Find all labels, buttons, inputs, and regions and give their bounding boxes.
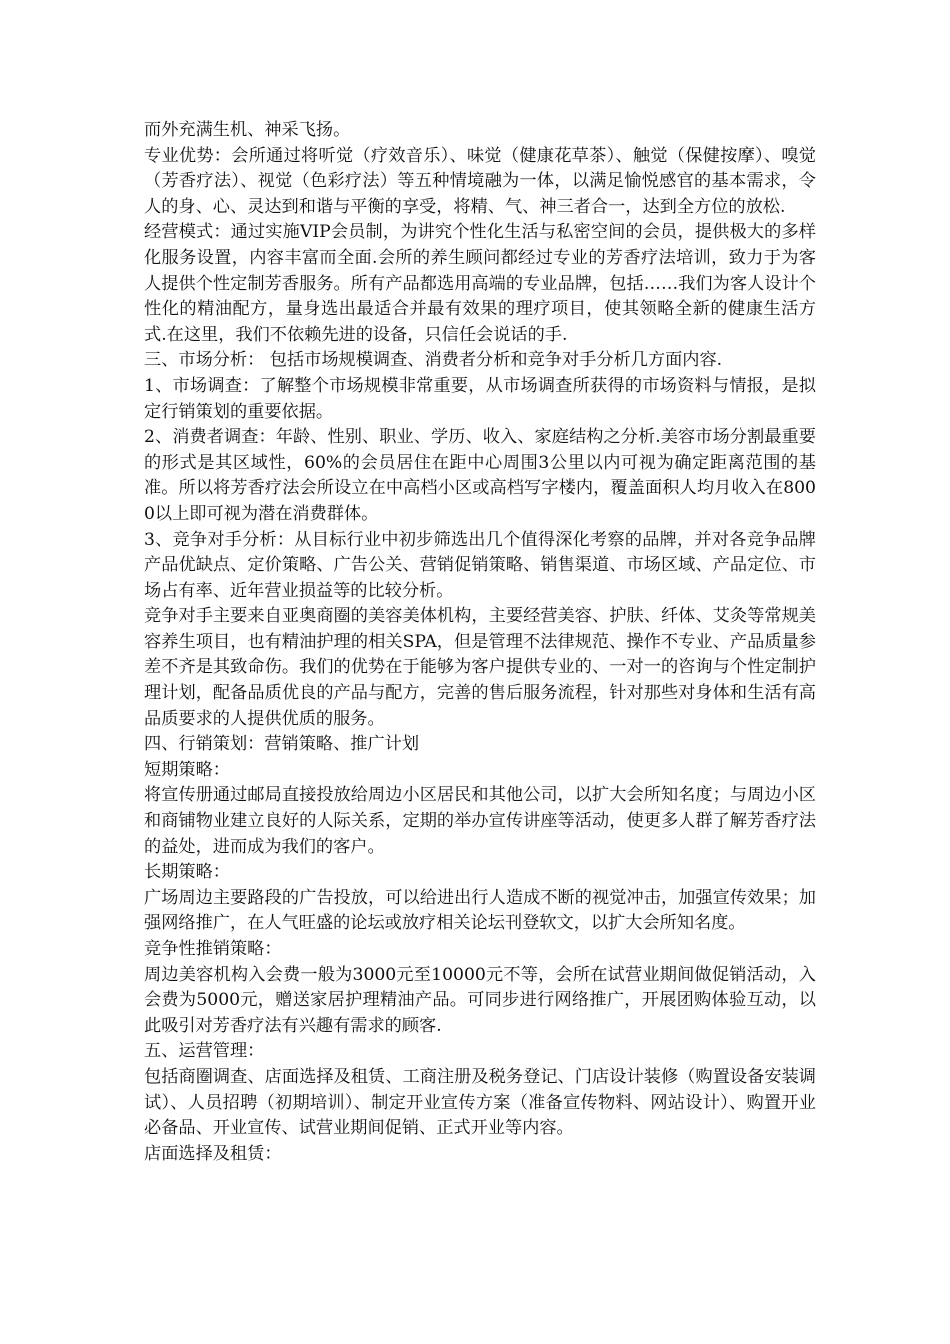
heading-store-selection: 店面选择及租赁： <box>144 1143 282 1164</box>
heading-short-term-strategy: 短期策略： <box>144 759 230 780</box>
paragraph-long-term-strategy: 广场周边主要路段的广告投放，可以给进出行人造成不断的视觉冲击，加强宣传效果；加强网络推广，在人气旺盛的论坛或放疗相关论坛刊登软文，以扩大会所知名度。 <box>144 887 816 934</box>
heading-long-term-strategy: 长期策略： <box>144 862 230 883</box>
paragraph-competitive-promotion: 周边美容机构入会费一般为3000元至10000元不等，会所在试营业期间做促销活动，入会费为5000元，赠送家居护理精油产品。可同步进行网络推广，开展团购体验互动，以此吸引对芳香疗法有兴趣有需求的顾客. <box>144 964 816 1036</box>
heading-operations: 五、运营管理： <box>144 1041 265 1062</box>
paragraph-consumer-survey: 2、消费者调查：年龄、性别、职业、学历、收入、家庭结构之分析.美容市场分割最重要的形式是其区域性，60%的会员居住在距中心周围3公里以内可视为确定距离范围的基准。所以将芳香疗法会所设立在中高档小区或高档写字楼内，覆盖面积人均月收入在8000以上即可视为潜在消费群体。 <box>144 427 816 524</box>
paragraph-operations: 包括商圈调查、店面选择及租赁、工商注册及税务登记、门店设计装修（购置设备安装调试）、人员招聘（初期培训）、制定开业宣传方案（准备宣传物料、网站设计）、购置开业必备品、开业宣传、试营业期间促销、正式开业等内容。 <box>144 1066 816 1139</box>
paragraph-competitor-analysis: 3、竞争对手分析：从目标行业中初步筛选出几个值得深化考察的品牌，并对各竞争品牌产品优缺点、定价策略、广告公关、营销促销策略、销售渠道、市场区域、产品定位、市场占有率、近年营业损益等的比较分析。 <box>144 529 816 601</box>
paragraph-continuation: 而外充满生机、神采飞扬。 <box>144 120 351 140</box>
heading-competitive-promotion: 竞争性推销策略： <box>144 939 282 959</box>
document-body <box>144 118 816 1167</box>
paragraph-market-survey: 1、市场调查：了解整个市场规模非常重要，从市场调查所获得的市场资料与情报，是拟定行销策划的重要依据。 <box>144 375 816 422</box>
paragraph-professional-advantage: 专业优势：会所通过将听觉（疗效音乐）、味觉（健康花草茶）、触觉（保健按摩）、嗅觉（芳香疗法）、视觉（色彩疗法）等五种情境融为一体，以满足愉悦感官的基本需求，令人的身、心、灵达到和谐与平衡的享受，将精、气、神三者合一，达到全方位的放松. <box>144 145 816 217</box>
heading-market-analysis: 三、市场分析： 包括市场规模调查、消费者分析和竞争对手分析几方面内容. <box>144 350 723 371</box>
paragraph-business-model: 经营模式：通过实施VIP会员制，为讲究个性化生活与私密空间的会员，提供极大的多样化服务设置，内容丰富而全面.会所的养生顾问都经过专业的芳香疗法培训，致力于为客人提供个性定制芳香服务。所有产品都选用高端的专业品牌，包括……我们为客人设计个性化的精油配方，量身选出最适合并最有效果的理疗项目，使其领略全新的健康生活方式.在这里，我们不依赖先进的设备，只信任会说话的手. <box>144 222 816 345</box>
paragraph-short-term-strategy: 将宣传册通过邮局直接投放给周边小区居民和其他公司，以扩大会所知名度；与周边小区和商铺物业建立良好的人际关系，定期的举办宣传讲座等活动，使更多人群了解芳香疗法的益处，进而成为我们的客户。 <box>144 785 816 857</box>
paragraph-competitors: 竞争对手主要来自亚奥商圈的美容美体机构，主要经营美容、护肤、纤体、艾灸等常规美容养生项目，也有精油护理的相关SPA，但是管理不法律规范、操作不专业、产品质量参差不齐是其致命伤。我们的优势在于能够为客户提供专业的、一对一的咨询与个性定制护理计划，配备品质优良的产品与配方，完善的售后服务流程，针对那些对身体和生活有高品质要求的人提供优质的服务。 <box>144 606 816 729</box>
heading-marketing-plan: 四、行销策划：营销策略、推广计划 <box>144 734 420 755</box>
